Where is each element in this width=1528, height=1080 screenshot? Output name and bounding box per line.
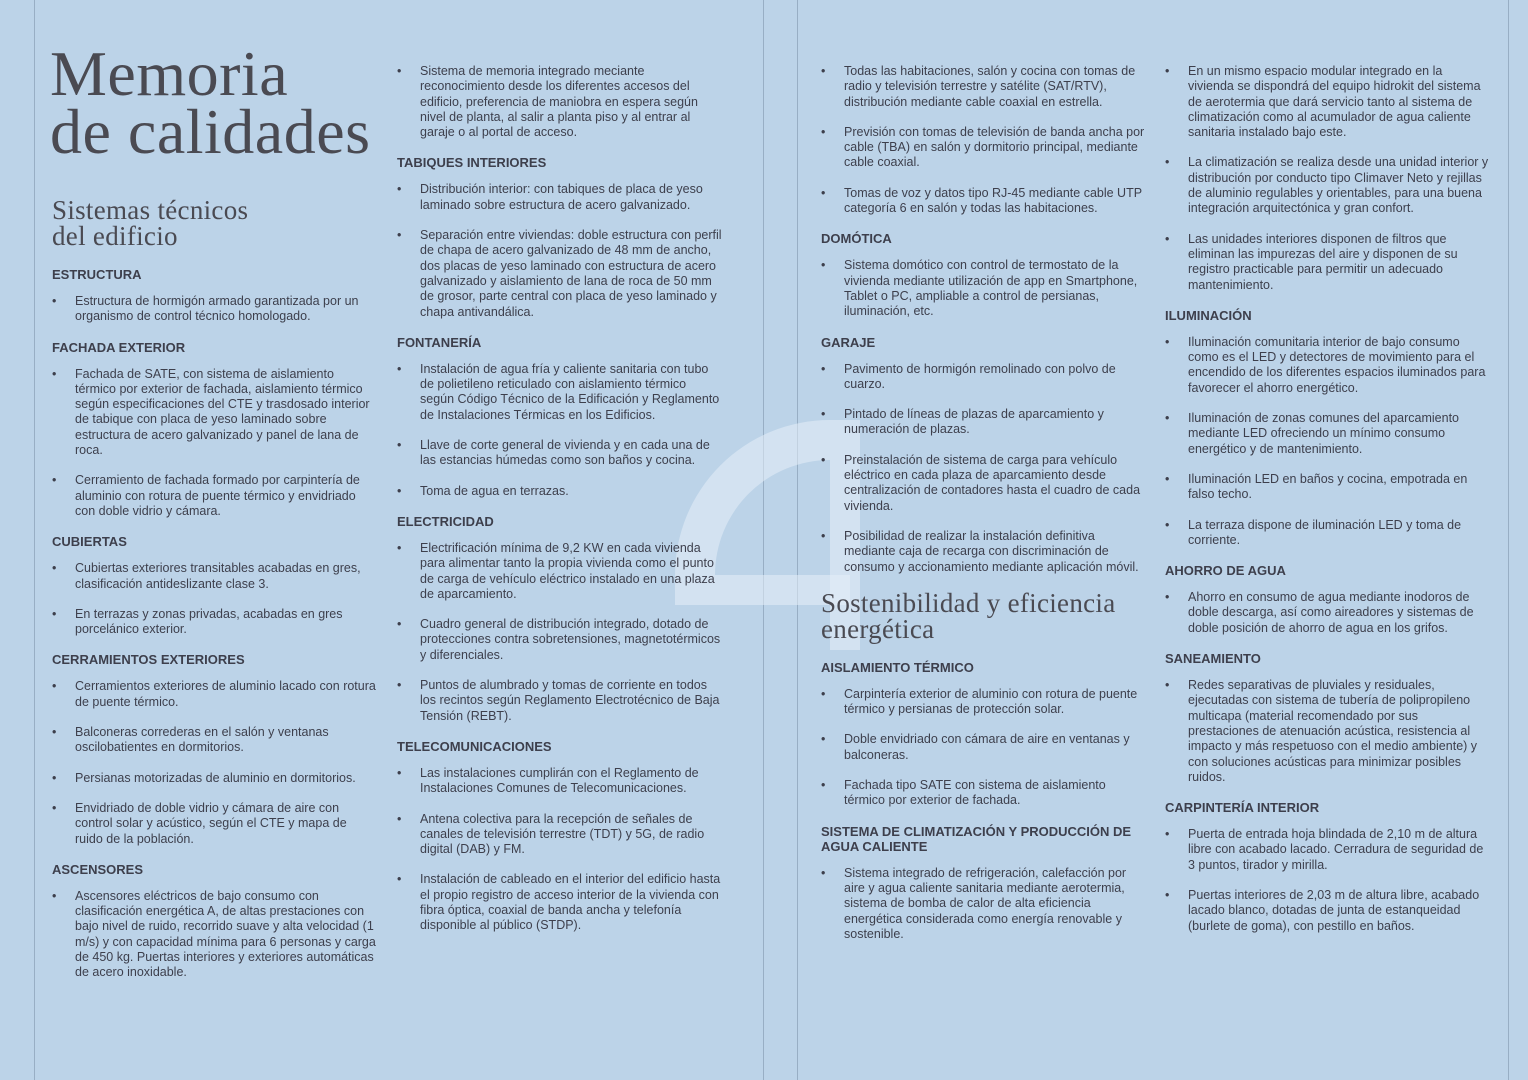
list-item: • Tomas de voz y datos tipo RJ-45 mediante cable UTP categoría 6 en salón y todas las habitaciones.	[821, 186, 1146, 217]
sections-left-col1	[52, 267, 377, 981]
section-heading: ILUMINACIÓN	[1165, 307, 1252, 323]
section-title-sostenibilidad: Sostenibilidad y eficiencia energética	[821, 587, 1116, 644]
bullet-list	[397, 182, 722, 319]
list-item: • Las instalaciones cumplirán con el Reglamento de Instalaciones Comunes de Telecomunicaciones.	[397, 766, 722, 797]
section-heading: SISTEMA DE CLIMATIZACIÓN Y PRODUCCIÓN DE AGUA CALIENTE	[821, 823, 1132, 854]
list-item: • Previsión con tomas de televisión de banda ancha por cable (TBA) en salón y dormitorio principal, mediante cable coaxial.	[821, 125, 1146, 171]
list-item: • Persianas motorizadas de aluminio en dormitorios.	[52, 771, 377, 786]
list-item: • Llave de corte general de vivienda y en cada una de las estancias húmedas como son baños y cocina.	[397, 438, 722, 469]
sections-right-col4	[1165, 64, 1490, 934]
bullet-list	[1165, 335, 1490, 548]
page-title: Memoria de calidades	[50, 38, 371, 167]
list-item: • Iluminación de zonas comunes del aparcamiento mediante LED ofreciendo un mínimo consumo energético y de mantenimiento.	[1165, 411, 1490, 457]
section-heading: AISLAMIENTO TÉRMICO	[821, 659, 974, 675]
list-item: • Sistema domótico con control de termostato de la vivienda mediante utilización de app en Smartphone, Tablet o PC, ampliable a control de persianas, iluminación, etc.	[821, 258, 1146, 319]
list-item: • Fachada tipo SATE con sistema de aislamiento térmico por exterior de fachada.	[821, 778, 1146, 809]
list-item: • Todas las habitaciones, salón y cocina con tomas de radio y televisión terrestre y satélite (SAT/RTV), distribución mediante cable coaxial en estrella.	[821, 64, 1146, 110]
section-heading: CUBIERTAS	[52, 534, 127, 550]
sections-left-col2	[397, 64, 722, 934]
section-heading: TABIQUES INTERIORES	[397, 155, 547, 171]
section-heading: SANEAMIENTO	[1165, 651, 1261, 667]
bullet-list	[821, 64, 1146, 216]
list-item: • Ascensores eléctricos de bajo consumo con clasificación energética A, de altas prestaciones con bajo nivel de ruido, recorrido suave y alta velocidad (1 m/s) y con capacidad mínima para 6 personas y carga de 450 kg. Puertas interiores y exteriores automáticas de acero inoxidable.	[52, 889, 377, 981]
list-item: • Iluminación comunitaria interior de bajo consumo como es el LED y detectores de movimiento para el encendido de los diferentes espacios iluminados para favorecer el ahorro energético.	[1165, 335, 1490, 396]
bullet-list	[821, 687, 1146, 809]
right-column-2	[1165, 64, 1490, 949]
list-item: • La climatización se realiza desde una unidad interior y distribución por conducto tipo Climaver Neto y rejillas de aluminio regulables y orientables, para una buena integración arquitectónica y gran confort.	[1165, 155, 1490, 216]
list-item: • Iluminación LED en baños y cocina, empotrada en falso techo.	[1165, 472, 1490, 503]
right-column-1	[821, 64, 1146, 957]
list-item: • Cerramientos exteriores de aluminio lacado con rotura de puente térmico.	[52, 679, 377, 710]
bullet-list	[397, 541, 722, 724]
sections-right-col3a	[821, 64, 1146, 575]
bullet-list	[52, 367, 377, 520]
list-item: • Puerta de entrada hoja blindada de 2,10 m de altura libre con acabado lacado. Cerradura de seguridad de 3 puntos, tirador y mirilla.	[1165, 827, 1490, 873]
list-item: • Distribución interior: con tabiques de placa de yeso laminado sobre estructura de acero galvanizado.	[397, 182, 722, 213]
bullet-list	[1165, 678, 1490, 785]
bullet-list	[821, 362, 1146, 575]
list-item: • Las unidades interiores disponen de filtros que eliminan las impurezas del aire y disponen de su registro practicable para permitir un adecuado mantenimiento.	[1165, 232, 1490, 293]
bullet-list	[397, 362, 722, 499]
left-column-1	[50, 38, 377, 996]
list-item: • Antena colectiva para la recepción de señales de canales de televisión terrestre (TDT) y 5G, de radio digital (DAB) y FM.	[397, 812, 722, 858]
bullet-list	[397, 64, 722, 140]
bullet-list	[1165, 827, 1490, 934]
list-item: • Balconeras correderas en el salón y ventanas oscilobatientes en dormitorios.	[52, 725, 377, 756]
list-item: • Pintado de líneas de plazas de aparcamiento y numeración de plazas.	[821, 407, 1146, 438]
section-heading: ASCENSORES	[52, 861, 144, 877]
list-item: • En un mismo espacio modular integrado en la vivienda se dispondrá del equipo hidrokit del sistema de aerotermia que dará servicio tanto al sistema de climatización como al acumulador de agua caliente sanitaria instalado bajo este.	[1165, 64, 1490, 140]
bullet-list	[52, 889, 377, 981]
list-item: • Electrificación mínima de 9,2 KW en cada vivienda para alimentar tanto la propia vivienda como el punto de carga de vehículo eléctrico instalado en una plaza de aparcamiento.	[397, 541, 722, 602]
bullet-list	[1165, 64, 1490, 293]
list-item: • Puertas interiores de 2,03 m de altura libre, acabado lacado blanco, dotadas de junta de estanqueidad (burlete de goma), con pestillo en baños.	[1165, 888, 1490, 934]
left-column-2	[397, 64, 722, 949]
list-item: • Fachada de SATE, con sistema de aislamiento térmico por exterior de fachada, aislamiento térmico según especificaciones del CTE y trasdosado interior de tabique con placa de yeso laminado sobre estructura de acero galvanizado y panel de lana de roca.	[52, 367, 377, 459]
section-heading: ELECTRICIDAD	[397, 513, 494, 529]
list-item: • Instalación de agua fría y caliente sanitaria con tubo de polietileno reticulado con aislamiento térmico según Código Técnico de la Edificación y Reglamento de Instalaciones Térmicas en los Edificios.	[397, 362, 722, 423]
bullet-list	[397, 766, 722, 934]
list-item: • Estructura de hormigón armado garantizada por un organismo de control técnico homologado.	[52, 294, 377, 325]
section-heading: TELECOMUNICACIONES	[397, 738, 552, 754]
list-item: • Separación entre viviendas: doble estructura con perfil de chapa de acero galvanizado de 48 mm de ancho, dos placas de yeso laminado con estructura de acero galvanizado y aislamiento de lana de roca de 50 mm de grosor, parte central con placa de yeso laminado y chapa antivandálica.	[397, 228, 722, 320]
page-border-left	[34, 0, 35, 1080]
list-item: • Ahorro en consumo de agua mediante inodoros de doble descarga, así como aireadores y sistemas de doble posición de ahorro de agua en los grifos.	[1165, 590, 1490, 636]
section-heading: ESTRUCTURA	[52, 267, 142, 282]
sections-right-col3b	[821, 660, 1146, 942]
section-heading: GARAJE	[821, 334, 876, 350]
section-heading: DOMÓTICA	[821, 231, 892, 247]
page-border-right	[1508, 0, 1509, 1080]
list-item: • Posibilidad de realizar la instalación definitiva mediante caja de recarga con discriminación de consumo y accionamiento mediante aplicación móvil.	[821, 529, 1146, 575]
bullet-list	[52, 561, 377, 637]
list-item: • Cerramiento de fachada formado por carpintería de aluminio con rotura de puente térmico y envidriado con doble vidrio y cámara.	[52, 473, 377, 519]
list-item: • Cubiertas exteriores transitables acabadas en gres, clasificación antideslizante clase 3.	[52, 561, 377, 592]
list-item: • Carpintería exterior de aluminio con rotura de puente térmico y persianas de protección solar.	[821, 687, 1146, 718]
section-heading: AHORRO DE AGUA	[1165, 563, 1286, 579]
section-heading: FONTANERÍA	[397, 334, 482, 350]
list-item: • Puntos de alumbrado y tomas de corriente en todos los recintos según Reglamento Electrotécnico de Baja Tensión (REBT).	[397, 678, 722, 724]
section-heading: FACHADA EXTERIOR	[52, 339, 186, 355]
list-item: • Pavimento de hormigón remolinado con polvo de cuarzo.	[821, 362, 1146, 393]
list-item: • Sistema de memoria integrado meciante reconocimiento desde los diferentes accesos del edificio, preferencia de maniobra en espera según nivel de planta, al salir a planta piso y al entrar al garaje o al portal de acceso.	[397, 64, 722, 140]
list-item: • Toma de agua en terrazas.	[397, 484, 722, 499]
bullet-list	[821, 258, 1146, 319]
section-heading: CERRAMIENTOS EXTERIORES	[52, 652, 245, 668]
list-item: • En terrazas y zonas privadas, acabadas en gres porcelánico exterior.	[52, 607, 377, 638]
section-heading: CARPINTERÍA INTERIOR	[1165, 800, 1320, 816]
list-item: • La terraza dispone de iluminación LED y toma de corriente.	[1165, 518, 1490, 549]
section-title-sistemas: Sistemas técnicos del edificio	[52, 195, 249, 251]
bullet-list	[52, 679, 377, 846]
list-item: • Cuadro general de distribución integrado, dotado de protecciones contra sobretensiones, magnetotérmicos y diferenciales.	[397, 617, 722, 663]
list-item: • Instalación de cableado en el interior del edificio hasta el propio registro de acceso interior de la vivienda con fibra óptica, coaxial de banda ancha y telefonía disponible al público (STDP).	[397, 872, 722, 933]
list-item: • Preinstalación de sistema de carga para vehículo eléctrico en cada plaza de aparcamiento desde centralización de contadores hasta el cuadro de cada vivienda.	[821, 453, 1146, 514]
bullet-list	[52, 294, 377, 325]
list-item: • Sistema integrado de refrigeración, calefacción por aire y agua caliente sanitaria mediante aerotermia, sistema de bomba de calor de alta eficiencia energética considerada como energía renovable y sostenible.	[821, 866, 1146, 942]
list-item: • Envidriado de doble vidrio y cámara de aire con control solar y acústico, según el CTE y mapa de ruido de la población.	[52, 801, 377, 847]
list-item: • Doble envidriado con cámara de aire en ventanas y balconeras.	[821, 732, 1146, 763]
list-item: • Redes separativas de pluviales y residuales, ejecutadas con sistema de tubería de polipropileno multicapa (material recomendado por sus prestaciones de atenuación acústica, resistencia al impacto y más respetuoso con el medio ambiente) y con soluciones acústicas para minimizar posibles ruidos.	[1165, 678, 1490, 785]
bullet-list	[821, 866, 1146, 942]
bullet-list	[1165, 590, 1490, 636]
